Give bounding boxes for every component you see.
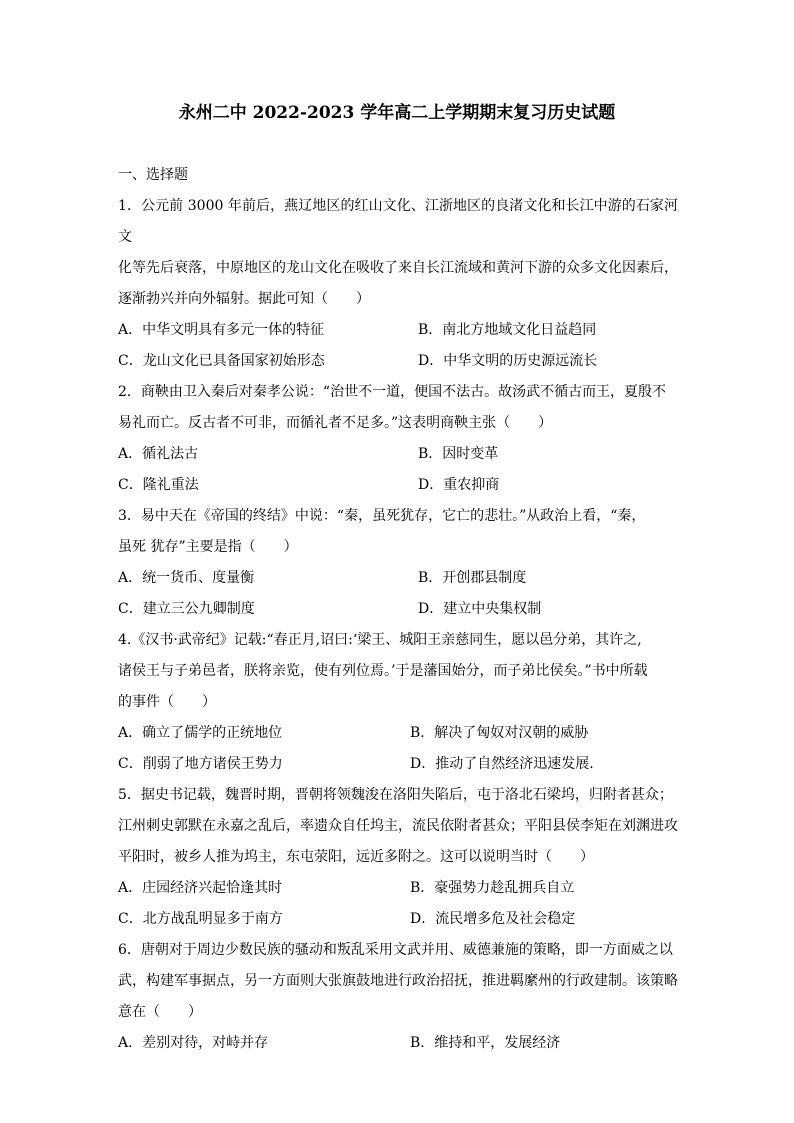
question-5-option-d: D．流民增多危及社会稳定	[410, 911, 576, 927]
question-3-line-1: 3．易中天在《帝国的终结》中说：“秦，虽死犹存，它亡的悲壮。”从政治上看，“秦，	[118, 508, 646, 524]
question-1	[118, 191, 678, 377]
question-4-option-b: B．解决了匈奴对汉朝的威胁	[410, 725, 589, 741]
question-6-options-row-1	[118, 1028, 678, 1059]
question-5-line-1: 5．据史书记载，魏晋时期，晋朝将领魏浚在洛阳失陷后，屯于洛北石梁坞，归附者甚众；	[118, 787, 673, 803]
question-3-option-b: B．开创郡县制度	[418, 570, 527, 586]
question-3-line-2: 虽死 犹存”主要是指（ ）	[118, 539, 298, 555]
question-5-option-a: A．庄园经济兴起恰逢其时	[118, 880, 283, 896]
question-5-options-row-1	[118, 873, 678, 904]
question-6-line-1: 6．唐朝对于周边少数民族的骚动和叛乱采用文武并用、威德兼施的策略，即一方面威之以	[118, 942, 673, 958]
question-2-line-1: 2．商鞅由卫入秦后对秦孝公说：“治世不一道，便国不法古。故汤武不循古而王，夏殷不	[118, 384, 667, 400]
question-4-option-a: A．确立了儒学的正统地位	[118, 725, 283, 741]
question-3	[118, 501, 678, 625]
question-1-line-2: 化等先后衰落，中原地区的龙山文化在吸收了来自长江流域和黄河下游的众多文化因素后，	[118, 260, 678, 276]
question-2-options-row-2	[118, 470, 678, 501]
question-2	[118, 377, 678, 501]
question-3-option-d: D．建立中央集权制	[418, 601, 542, 617]
question-4	[118, 625, 678, 780]
question-4-options-row-2	[118, 749, 678, 780]
question-6-line-2: 武，构建军事据点，另一方面则大张旗鼓地进行政治招抚，推进羁縻州的行政建制。该策略	[118, 973, 678, 989]
exam-content	[118, 160, 678, 1059]
question-3-option-c: C．建立三公九卿制度	[118, 601, 255, 617]
question-2-option-c: C．隆礼重法	[118, 477, 199, 493]
question-2-option-a: A．循礼法古	[118, 446, 199, 462]
question-6	[118, 935, 678, 1059]
question-4-line-3: 的事件（ ）	[118, 694, 216, 710]
question-2-option-b: B．因时变革	[418, 446, 499, 462]
question-2-option-d: D．重农抑商	[418, 477, 500, 493]
question-1-option-a: A．中华文明具有多元一体的特征	[118, 322, 325, 338]
question-6-option-a: A．差别对待，对峙并存	[118, 1035, 269, 1051]
question-5-line-2: 江州刺史郭默在永嘉之乱后，率遗众自任坞主，流民依附者甚众；平阳县侯李矩在刘渊进攻	[118, 818, 678, 834]
question-4-option-d: D．推动了自然经济迅速发展.	[410, 756, 594, 772]
question-6-line-3: 意在（ ）	[118, 1004, 202, 1020]
question-4-option-c: C．削弱了地方诸侯王势力	[118, 756, 283, 772]
question-3-option-a: A．统一货币、度量衡	[118, 570, 255, 586]
question-1-line-1: 1．公元前 3000 年前后，燕辽地区的红山文化、江浙地区的良渚文化和长江中游的石家河文	[118, 198, 678, 245]
question-5-option-b: B．豪强势力趁乱拥兵自立	[410, 880, 575, 896]
question-3-options-row-2	[118, 594, 678, 625]
question-2-options-row-1	[118, 439, 678, 470]
question-5-options-row-2	[118, 904, 678, 935]
question-2-line-2: 易礼而亡。反古者不可非，而循礼者不足多。”这表明商鞅主张（ ）	[118, 415, 553, 431]
question-1-option-b: B．南北方地域文化日益趋同	[418, 322, 597, 338]
question-1-line-3: 逐渐勃兴并向外辐射。据此可知（ ）	[118, 291, 370, 307]
exam-title: 永州二中 2022-2023 学年高二上学期期末复习历史试题	[178, 103, 616, 123]
question-5-option-c: C．北方战乱明显多于南方	[118, 911, 283, 927]
question-6-option-b: B．维持和平，发展经济	[410, 1035, 561, 1051]
question-4-line-1: 4.《汉书·武帝纪》记载:“春正月,诏曰:‘梁王、城阳王亲慈同生，愿以邑分弟，其许之,	[118, 632, 642, 648]
question-1-options-row-2	[118, 346, 678, 377]
question-5	[118, 780, 678, 935]
question-1-options-row-1	[118, 315, 678, 346]
question-4-options-row-1	[118, 718, 678, 749]
section-heading: 一、选择题	[118, 167, 188, 183]
question-5-line-3: 平阳时，被乡人推为坞主，东屯荥阳，远近多附之。这可以说明当时（ ）	[118, 849, 594, 865]
question-1-option-d: D．中华文明的历史源远流长	[418, 353, 598, 369]
question-3-options-row-1	[118, 563, 678, 594]
question-4-line-2: 诸侯王与子弟邑者，朕将亲览，使有列位焉。’于是藩国始分，而子弟比侯矣。”书中所载	[118, 663, 648, 679]
question-1-option-c: C．龙山文化已具备国家初始形态	[118, 353, 325, 369]
